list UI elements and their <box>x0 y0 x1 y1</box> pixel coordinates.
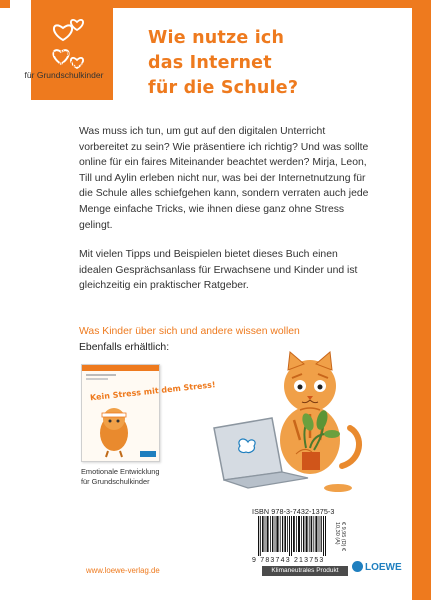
series-tagline: Was Kinder über sich und andere wissen wollen <box>79 326 300 337</box>
book-title <box>148 26 398 101</box>
book-caption-line-2: für Grundschulkinder <box>81 477 150 486</box>
blurb-paragraph-2: Mit vielen Tipps und Beispielen bietet dieses Buch einen idealen Gesprächsanlass für Erwachsene und Kinder und ist gleichzeitig ein praktischer Ratgeber. <box>79 249 358 292</box>
book-cover-top-band <box>82 365 159 371</box>
also-available-heading: Ebenfalls erhältlich: <box>79 342 170 353</box>
title-line-1: Wie nutze ich <box>148 28 285 48</box>
series-line-3: für Grundschulkinder <box>24 70 104 80</box>
book-caption-line-1: Emotionale Entwicklung <box>81 467 160 476</box>
publisher-logo <box>352 561 402 573</box>
publisher-logo-icon <box>352 561 363 572</box>
related-book-caption <box>81 467 191 487</box>
ean-number: 9 783743 213753 <box>252 557 325 564</box>
series-text <box>14 48 114 81</box>
blurb-paragraph-1: Was muss ich tun, um gut auf den digitalen Unterricht vorbereitet zu sein? Wie präsentiere ich richtig? Und was sollte online für ein faires Miteinander beachtet werden? Mirja, Leon, Till und Aylin erleben nicht nur, was bei der Internetnutzung für die Schule alles schiefgehen kann, sondern verraten auch jede Menge einfache Tricks, wie ihnen diese ganz ohne Stress gelingt. <box>79 126 369 231</box>
related-book-cover <box>81 364 216 462</box>
spine-orange-band <box>412 0 431 600</box>
climate-neutral-badge: Klimaneutrales Produkt <box>262 566 348 576</box>
blurb <box>79 124 371 308</box>
isbn: ISBN 978-3-7432-1375-3 <box>252 507 335 516</box>
series-line-2: Entwicklung <box>41 59 87 69</box>
title-line-3: für die Schule? <box>148 78 299 98</box>
barcode-icon <box>258 516 326 556</box>
publisher-name: LOEWE <box>365 562 402 573</box>
price: € 9,95 (D) € 10,30 (A) <box>334 522 346 552</box>
series-line-1: Emotionale <box>42 48 86 58</box>
publisher-url: www.loewe-verlag.de <box>86 566 160 575</box>
cat-laptop-illustration <box>210 348 370 498</box>
book-cover-title: Kein Stress mit dem Stress! <box>89 380 216 403</box>
book-cover-art <box>82 365 216 461</box>
title-line-2: das Internet <box>148 53 272 73</box>
